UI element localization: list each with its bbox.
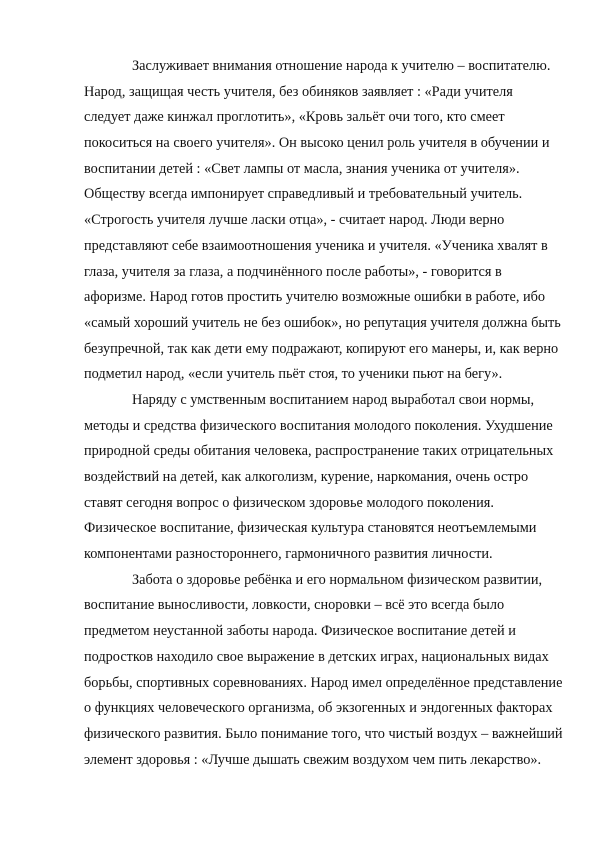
paragraph-line: природной среды обитания человека, распространение таких отрицательных — [84, 443, 554, 460]
paragraph-line: Заслуживает внимания отношение народа к учителю – воспитателю. — [132, 58, 551, 74]
paragraph-line: представляют себе взаимоотношения ученика и учителя. «Ученика хвалят в — [84, 237, 548, 254]
paragraph — [84, 568, 563, 774]
paragraph-line: следует даже кинжал проглотить», «Кровь зальёт очи того, кто смеет — [84, 109, 505, 126]
paragraph-line: подметил народ, «если учитель пьёт стоя, то ученики пьют на бегу». — [84, 366, 503, 383]
paragraph-line: компонентами разностороннего, гармоничного развития личности. — [84, 546, 493, 563]
paragraph-line: методы и средства физического воспитания молодого поколения. Ухудшение — [84, 417, 553, 434]
paragraph-line: глаза, учителя за глаза, а подчинённого после работы», - говорится в — [84, 263, 502, 280]
paragraph-line: воздействий на детей, как алкоголизм, курение, наркомания, очень остро — [84, 469, 529, 485]
paragraph — [84, 54, 561, 388]
paragraph-line: ставят сегодня вопрос о физическом здоровье молодого поколения. — [84, 494, 494, 511]
paragraph-line: воспитании детей : «Свет лампы от масла, знания ученика от учителя». — [84, 160, 520, 177]
paragraph-line: афоризме. Народ готов простить учителю возможные ошибки в работе, ибо — [84, 289, 546, 306]
paragraph-line: «самый хороший учитель не без ошибок», но репутация учителя должна быть — [84, 314, 561, 331]
paragraph-line: элемент здоровья : «Лучше дышать свежим воздухом чем пить лекарство». — [84, 751, 542, 768]
paragraph-line: Физическое воспитание, физическая культура становятся неотъемлемыми — [84, 520, 537, 537]
paragraph-line: о функциях человеческого организма, об экзогенных и эндогенных факторах — [84, 700, 553, 717]
paragraph-line: Обществу всегда импонирует справедливый и требовательный учитель. — [84, 186, 523, 203]
paragraph-line: воспитание выносливости, ловкости, сноровки – всё это всегда было — [84, 597, 505, 614]
paragraph-line: борьбы, спортивных соревнованиях. Народ имел определённое представление — [84, 674, 563, 691]
paragraph-line: Наряду с умственным воспитанием народ выработал свои нормы, — [132, 391, 535, 408]
paragraph-line: Забота о здоровье ребёнка и его нормальном физическом развитии, — [132, 571, 543, 588]
paragraph-line: Народ, защищая честь учителя, без обиняков заявляет : «Ради учителя — [84, 83, 513, 100]
paragraph-line: подростков находило свое выражение в детских играх, национальных видах — [84, 648, 549, 665]
paragraph-line: безупречной, так как дети ему подражают, копируют его манеры, и, как верно — [84, 340, 559, 357]
document-body — [84, 54, 563, 773]
paragraph-line: покоситься на своего учителя». Он высоко ценил роль учителя в обучении и — [84, 135, 550, 152]
paragraph — [84, 388, 554, 568]
paragraph-line: физического развития. Было понимание того, что чистый воздух – важнейший — [84, 725, 563, 742]
paragraph-line: «Строгость учителя лучше ласки отца», - считает народ. Люди верно — [84, 212, 505, 229]
paragraph-line: предметом неустанной заботы народа. Физическое воспитание детей и — [84, 623, 516, 640]
